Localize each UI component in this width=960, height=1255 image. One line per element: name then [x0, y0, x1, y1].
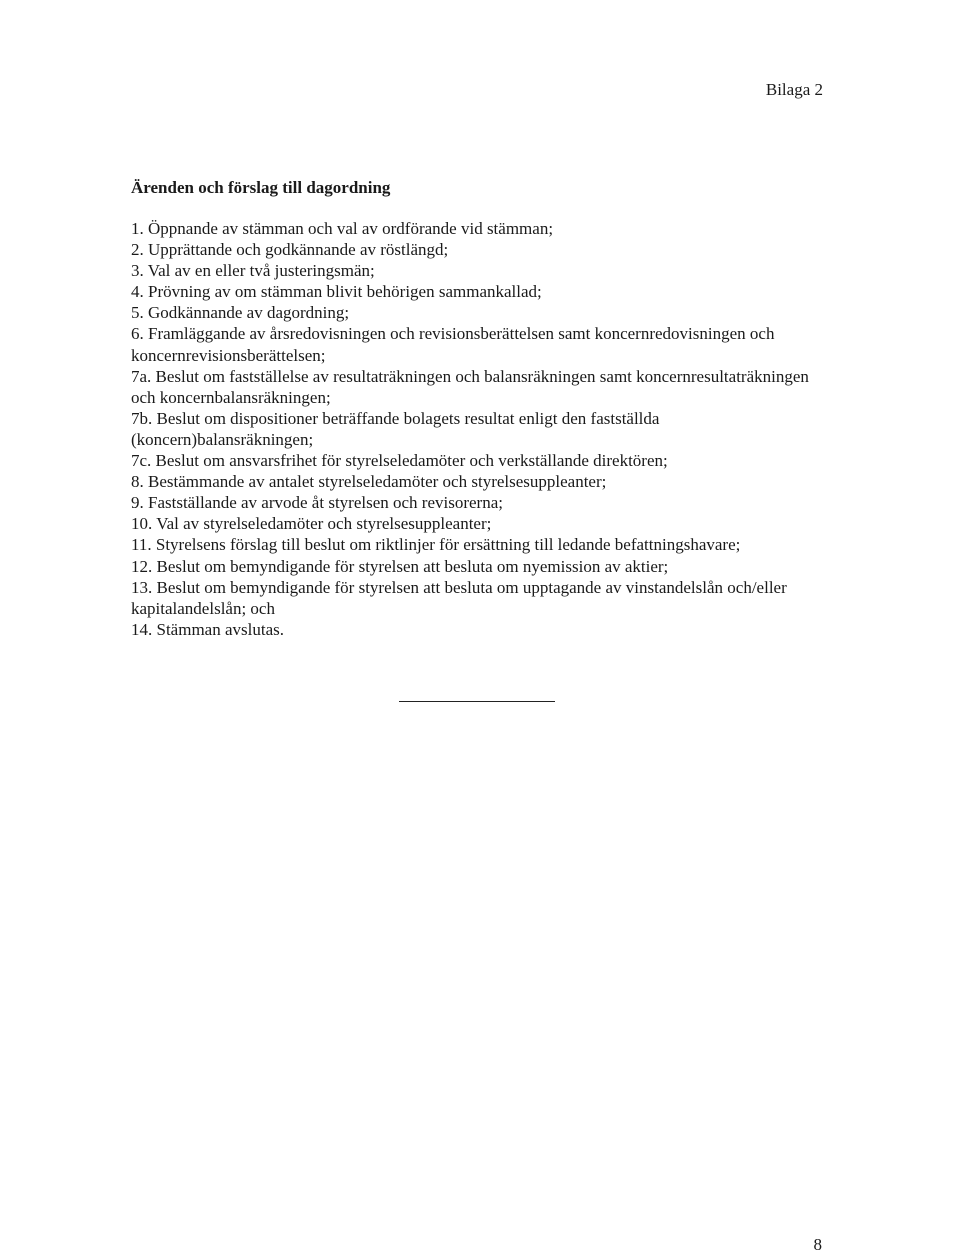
page-label: Bilaga 2: [765, 80, 823, 99]
agenda-item: 11. Styrelsens förslag till beslut om riktlinjer för ersättning till ledande befattningshavare;: [131, 535, 741, 555]
agenda-item: 12. Beslut om bemyndigande för styrelsen att besluta om nyemission av aktier;: [131, 556, 669, 576]
agenda-item: 3. Val av en eller två justeringsmän;: [131, 261, 375, 281]
agenda-item: 9. Fastställande av arvode åt styrelsen och revisorerna;: [131, 493, 503, 513]
agenda-list: [131, 218, 831, 640]
agenda-item: 7a. Beslut om fastställelse av resultaträkningen och balansräkningen samt koncernresultaträkningen och koncernbalansräkningen;: [131, 366, 809, 407]
agenda-item: 10. Val av styrelseledamöter och styrelsesuppleanter;: [131, 514, 492, 534]
agenda-item: 13. Beslut om bemyndigande för styrelsen att besluta om upptagande av vinstandelslån och/eller kapitalandelslån; och: [131, 577, 787, 618]
agenda-item: 8. Bestämmande av antalet styrelseledamöter och styrelsesuppleanter;: [131, 472, 607, 492]
agenda-item: 5. Godkännande av dagordning;: [131, 303, 350, 323]
separator-line: [399, 701, 555, 702]
agenda-item: 4. Prövning av om stämman blivit behörigen sammankallad;: [131, 282, 542, 302]
page-number: 8: [813, 1235, 822, 1254]
agenda-item: 7b. Beslut om dispositioner beträffande bolagets resultat enligt den fastställda (koncern)balansräkningen;: [131, 408, 660, 449]
agenda-item: 2. Upprättande och godkännande av röstlängd;: [131, 240, 449, 260]
agenda-item: 6. Framläggande av årsredovisningen och revisionsberättelsen samt koncernredovisningen och koncernrevisionsberättelsen;: [131, 324, 775, 365]
agenda-item: 1. Öppnande av stämman och val av ordförande vid stämman;: [131, 219, 554, 238]
agenda-item: 14. Stämman avslutas.: [131, 619, 284, 639]
agenda-heading: Ärenden och förslag till dagordning: [131, 178, 391, 197]
agenda-item: 7c. Beslut om ansvarsfrihet för styrelseledamöter och verkställande direktören;: [131, 451, 668, 471]
